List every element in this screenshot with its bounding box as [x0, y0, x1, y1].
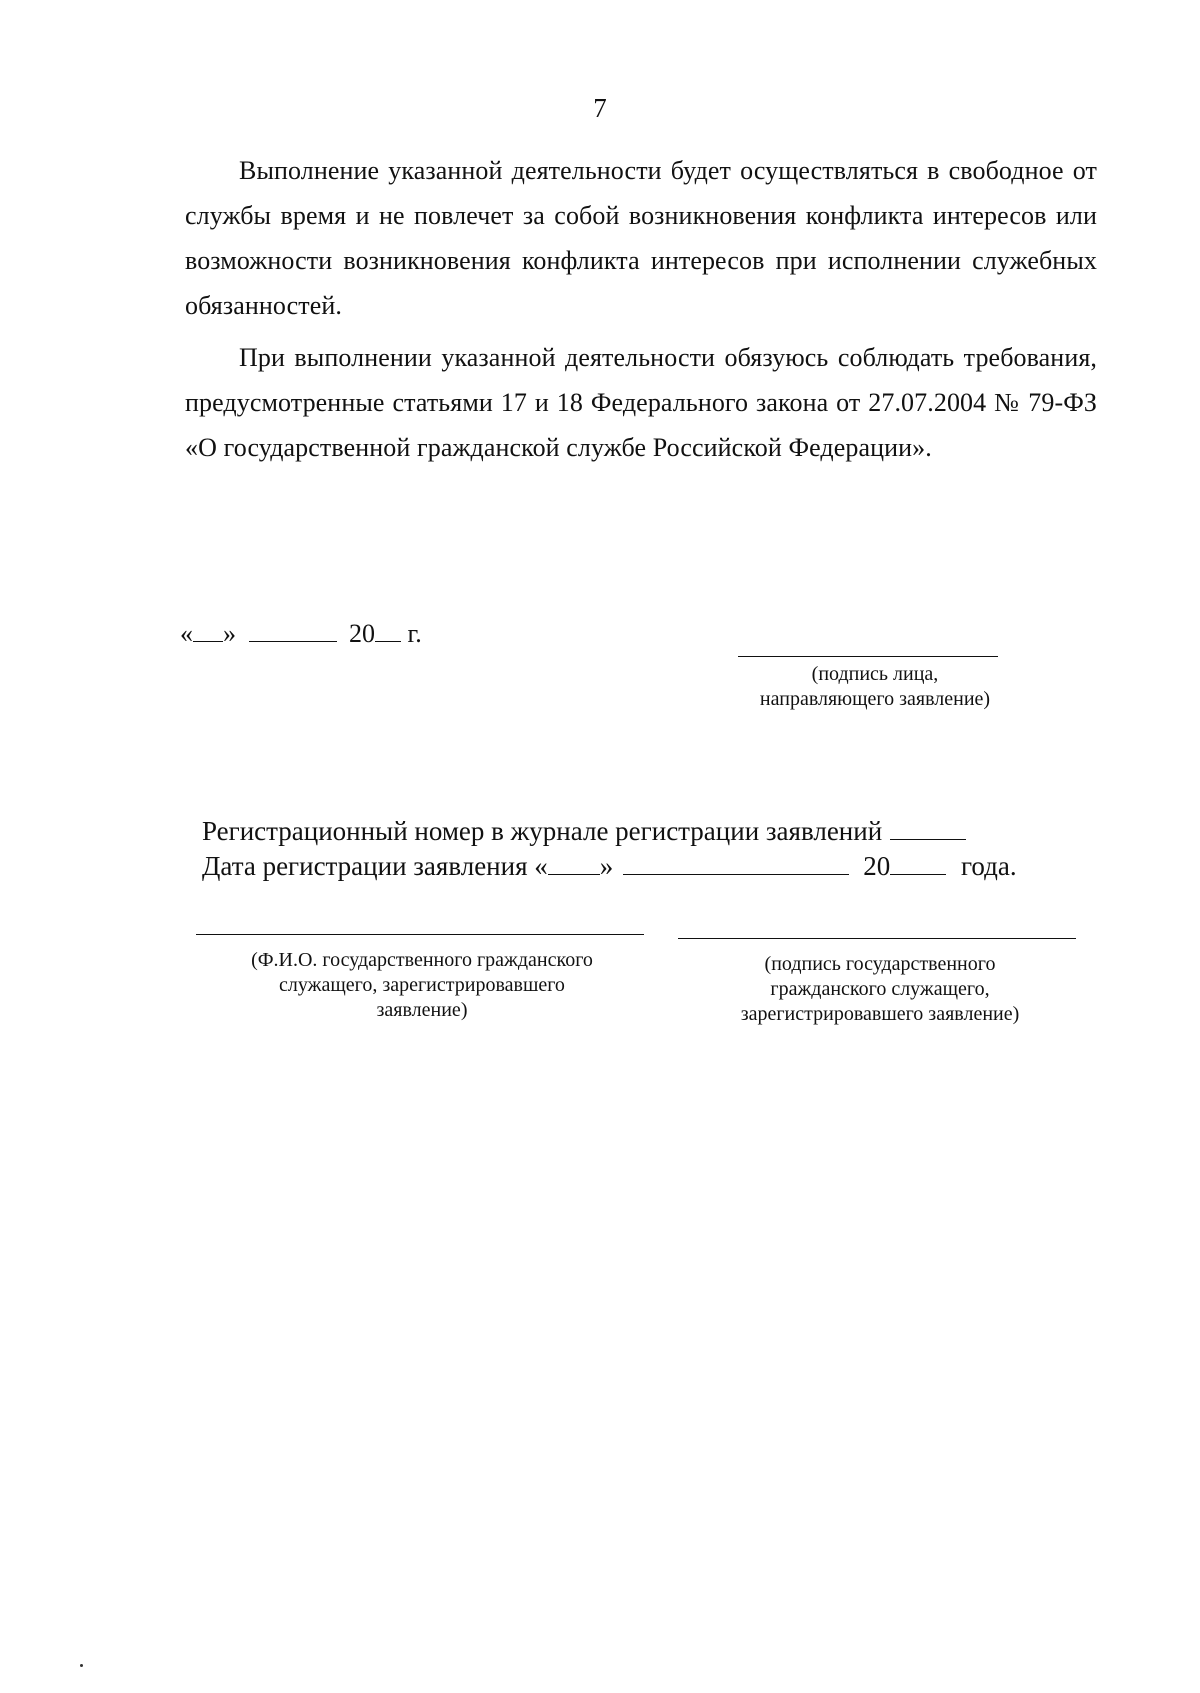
- registration-number-label: Регистрационный номер в журнале регистрации заявлений: [202, 816, 883, 846]
- fio-caption-line1: (Ф.И.О. государственного гражданского: [251, 949, 593, 971]
- registration-year-prefix: 20: [863, 851, 891, 881]
- registrar-signature-caption: [690, 952, 1070, 1027]
- paragraph-free-time: Выполнение указанной деятельности будет осуществляться в свободное от службы время и не повлечет за собой возникновения конфликта интересов или возможности возникновения конфликта интересов при исполнении служебных обязанностей.: [185, 156, 1097, 320]
- fio-caption-line2: служащего, зарегистрировавшего: [279, 974, 565, 996]
- registrar-fio-line[interactable]: [196, 934, 644, 935]
- registration-date-line: [202, 850, 1017, 882]
- registration-month-blank[interactable]: [623, 852, 849, 875]
- applicant-caption-line1: (подпись лица,: [811, 663, 939, 685]
- application-date-line: [180, 618, 422, 650]
- reg-sig-caption-line1: (подпись государственного: [764, 953, 996, 975]
- scan-speck: [80, 1664, 83, 1667]
- date-year-blank[interactable]: [375, 619, 401, 642]
- registration-close-quote: »: [599, 851, 614, 881]
- date-day-blank[interactable]: [193, 619, 223, 642]
- registration-day-blank[interactable]: [548, 852, 600, 875]
- registration-year-blank[interactable]: [890, 852, 946, 875]
- paragraph-obligations: При выполнении указанной деятельности обязуюсь соблюдать требования, предусмотренные статьями 17 и 18 Федерального закона от 27.07.2004 № 79-ФЗ «О государственной гражданской службе Российской Федерации».: [185, 343, 1097, 462]
- date-open-quote: «: [180, 619, 193, 648]
- date-month-blank[interactable]: [249, 619, 337, 642]
- registration-number-blank[interactable]: [890, 817, 966, 840]
- registrar-fio-caption: [200, 948, 644, 1023]
- registration-open-quote: «: [534, 851, 548, 881]
- registration-number-line: [202, 815, 966, 847]
- reg-sig-caption-line2: гражданского служащего,: [770, 978, 990, 1000]
- applicant-signature-caption: [710, 662, 1040, 712]
- date-suffix: г.: [407, 619, 422, 648]
- applicant-signature-line[interactable]: [738, 656, 998, 657]
- applicant-caption-line2: направляющего заявление): [759, 688, 991, 710]
- date-year-prefix: 20: [349, 619, 375, 648]
- registrar-signature-line[interactable]: [678, 938, 1076, 939]
- page-number: 7: [593, 93, 607, 123]
- registration-date-label: Дата регистрации заявления: [202, 851, 528, 881]
- date-close-quote: »: [223, 619, 236, 648]
- reg-sig-caption-line3: зарегистрировавшего заявление): [740, 1003, 1020, 1025]
- fio-caption-line3: заявление): [376, 999, 468, 1021]
- registration-year-suffix: года.: [961, 851, 1017, 881]
